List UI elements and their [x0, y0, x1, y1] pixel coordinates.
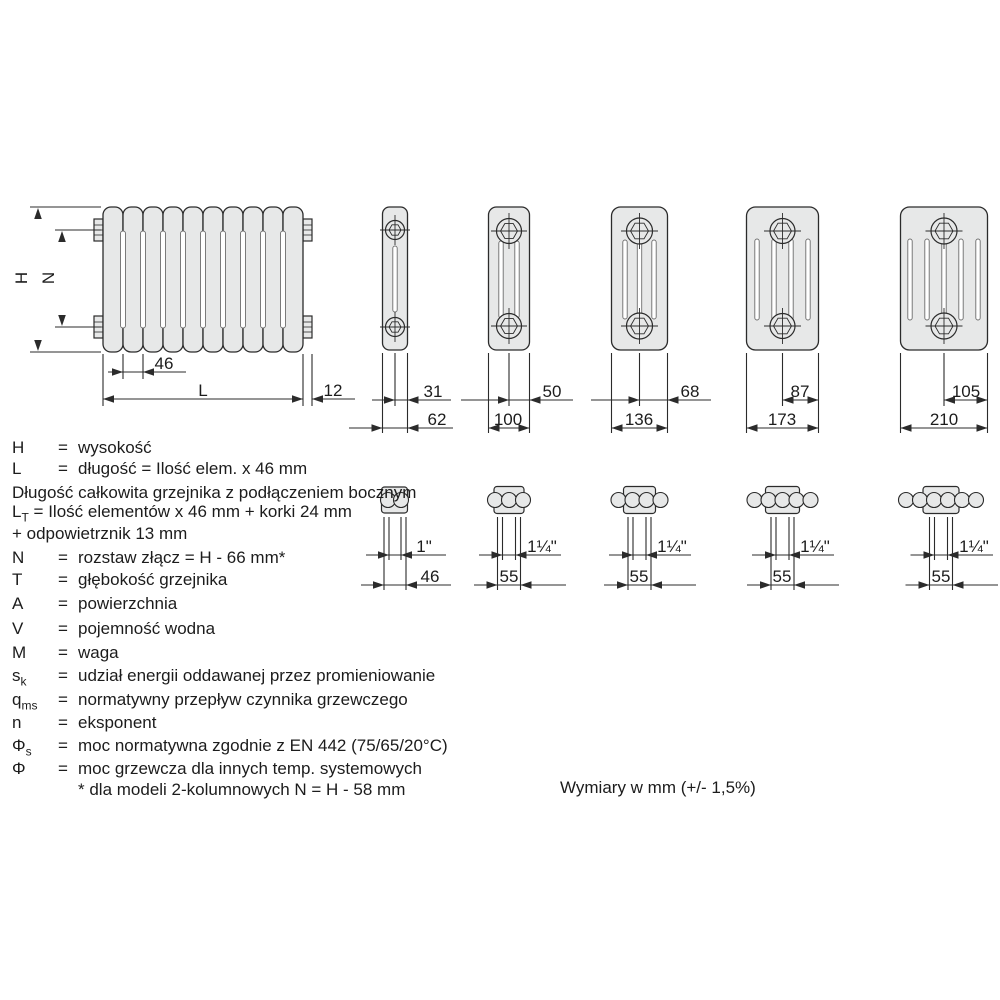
- front-view-radiator: [94, 207, 312, 352]
- dim-2col-half: 31: [423, 382, 443, 401]
- dim-label-length: L: [198, 381, 208, 400]
- dim-4col-thread: 1¼": [657, 537, 687, 556]
- dim-5col-pitch: 55: [772, 567, 792, 586]
- dim-2col-pitch: 46: [420, 567, 440, 586]
- dim-6col-thread: 1¼": [959, 537, 989, 556]
- dim-label-offset: 12: [323, 381, 343, 400]
- dim-6col-half: 105: [951, 382, 981, 401]
- legend-row-phi-s: $\Phi_s$ = moc normatywna zgodnie z EN 442 (75/65/20°C): [12, 736, 448, 759]
- legend-row-v: V = pojemność wodna: [12, 619, 216, 638]
- legend-row-l: L = długość = Ilość elem. x 46 mm: [12, 459, 308, 478]
- dim-5col-thread: 1¼": [800, 537, 830, 556]
- dim-label-pitch-n: N: [39, 271, 59, 285]
- dim-6col-full: 210: [929, 410, 959, 429]
- legend-row-t: T = głębokość grzejnika: [12, 570, 228, 589]
- dim-3col-full: 100: [493, 410, 523, 429]
- dim-label-height: H: [12, 271, 32, 285]
- legend-row-a: A = powierzchnia: [12, 594, 178, 613]
- dim-2col-full: 62: [427, 410, 447, 429]
- legend-row-phi: Φ = moc grzewcza dla innych temp. systemowych: [12, 759, 422, 778]
- legend-row-vent: + odpowietrznik 13 mm: [12, 524, 188, 543]
- dim-5col-full: 173: [767, 410, 797, 429]
- legend-row-h: H = wysokość: [12, 438, 152, 457]
- dim-label-element-width: 46: [154, 354, 174, 373]
- dim-3col-thread: 1¼": [527, 537, 557, 556]
- dim-6col-pitch: 55: [931, 567, 951, 586]
- legend-row-lt: $L_T$ = Ilość elementów x 46 mm + korki 24 mm: [12, 502, 352, 525]
- legend-row-n: N = rozstaw złącz = H - 66 mm*: [12, 548, 286, 567]
- legend-row-qms: $q_{ms}$ = normatywny przepływ czynnika grzewczego: [12, 690, 408, 713]
- dim-3col-pitch: 55: [499, 567, 519, 586]
- legend-row-m: M = waga: [12, 643, 119, 662]
- legend-row-footnote: * dla modeli 2-kolumnowych N = H - 58 mm: [78, 780, 406, 799]
- dim-3col-half: 50: [542, 382, 562, 401]
- dim-2col-thread: 1": [416, 537, 432, 556]
- dim-5col-half: 87: [790, 382, 810, 401]
- tolerance-note: Wymiary w mm (+/- 1,5%): [560, 778, 756, 797]
- legend-row-sk: $s_k$ = udział energii oddawanej przez promieniowanie: [12, 666, 436, 689]
- dim-4col-pitch: 55: [629, 567, 649, 586]
- legend-row-n-exp: n = eksponent: [12, 713, 157, 732]
- legend-row-total-length-title: Długość całkowita grzejnika z podłączeniem bocznym: [12, 483, 417, 502]
- dim-4col-full: 136: [624, 410, 654, 429]
- dim-4col-half: 68: [680, 382, 700, 401]
